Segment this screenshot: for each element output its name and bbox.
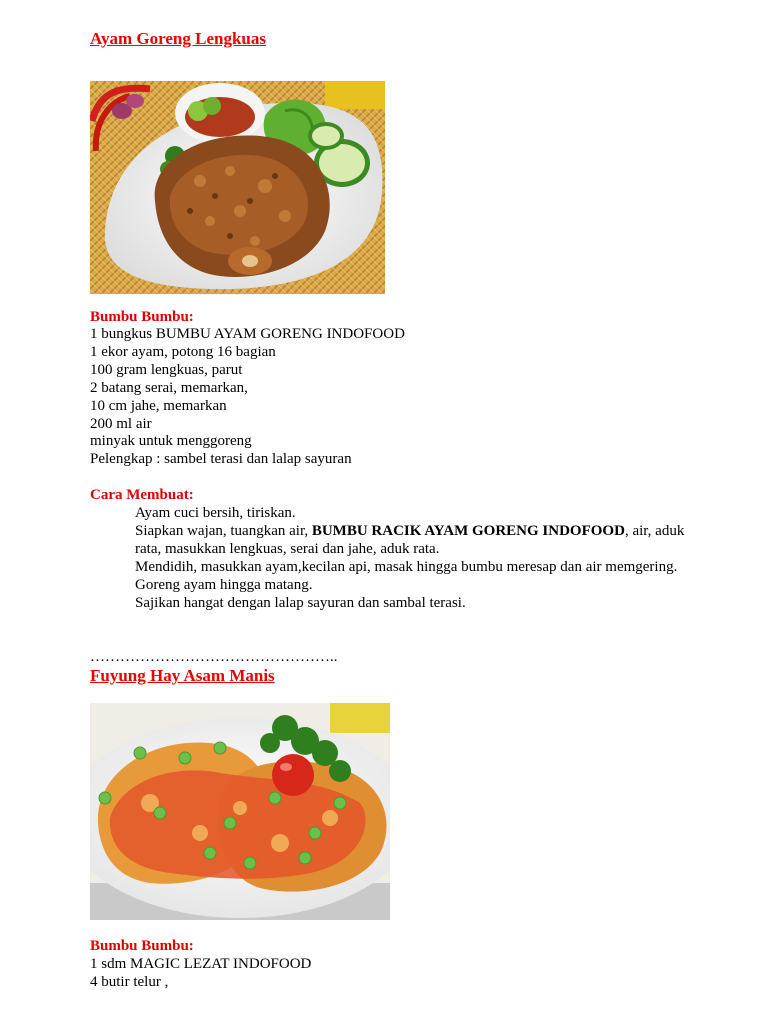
recipe2-bumbu-heading: Bumbu Bumbu:: [90, 938, 194, 954]
ingredient-item: 100 gram lengkuas, parut: [90, 361, 243, 378]
separator-dots: …………………………………………..: [90, 649, 338, 665]
ingredient-item: 10 cm jahe, memarkan: [90, 397, 227, 414]
ingredient-item: 2 batang serai, memarkan,: [90, 379, 248, 396]
recipe1-bumbu-heading: Bumbu Bumbu:: [90, 309, 194, 325]
step-item: Siapkan wajan, tuangkan air, BUMBU RACIK AYAM GORENG INDOFOOD, air, aduk rata, masukkan lengkuas, serai dan jahe, aduk rata.: [135, 522, 685, 557]
recipe1-ingredient-list: [90, 326, 405, 469]
ingredient-item: minyak untuk menggoreng: [90, 433, 252, 450]
step-item: Goreng ayam hingga matang.: [135, 576, 313, 593]
step-item: Sajikan hangat dengan lalap sayuran dan sambal terasi.: [135, 594, 466, 611]
ingredient-item: 1 bungkus BUMBU AYAM GORENG INDOFOOD: [90, 326, 405, 342]
recipe2-ingredient-list: [90, 956, 311, 992]
recipe2-title: Fuyung Hay Asam Manis: [90, 666, 275, 685]
step-item: Mendidih, masukkan ayam,kecilan api, masak hingga bumbu meresap dan air memgering.: [135, 558, 678, 575]
ingredient-item: Pelengkap : sambel terasi dan lalap sayuran: [90, 451, 352, 468]
ingredient-item: 1 sdm MAGIC LEZAT INDOFOOD: [90, 956, 312, 972]
recipe1-cara-heading: Cara Membuat:: [90, 487, 194, 503]
ingredient-item: 200 ml air: [90, 415, 152, 432]
fuyung-hay-photo: [90, 703, 390, 920]
product-name: BUMBU RACIK AYAM GORENG INDOFOOD: [311, 522, 625, 539]
recipe1-title: Ayam Goreng Lengkuas: [90, 29, 267, 48]
ingredient-item: 1 ekor ayam, potong 16 bagian: [90, 343, 276, 360]
ayam-goreng-photo: [90, 81, 385, 294]
ingredient-item: 4 butir telur ,: [90, 973, 169, 990]
recipe1-step-list: [135, 505, 695, 612]
step-item: Ayam cuci bersih, tiriskan.: [135, 505, 296, 521]
